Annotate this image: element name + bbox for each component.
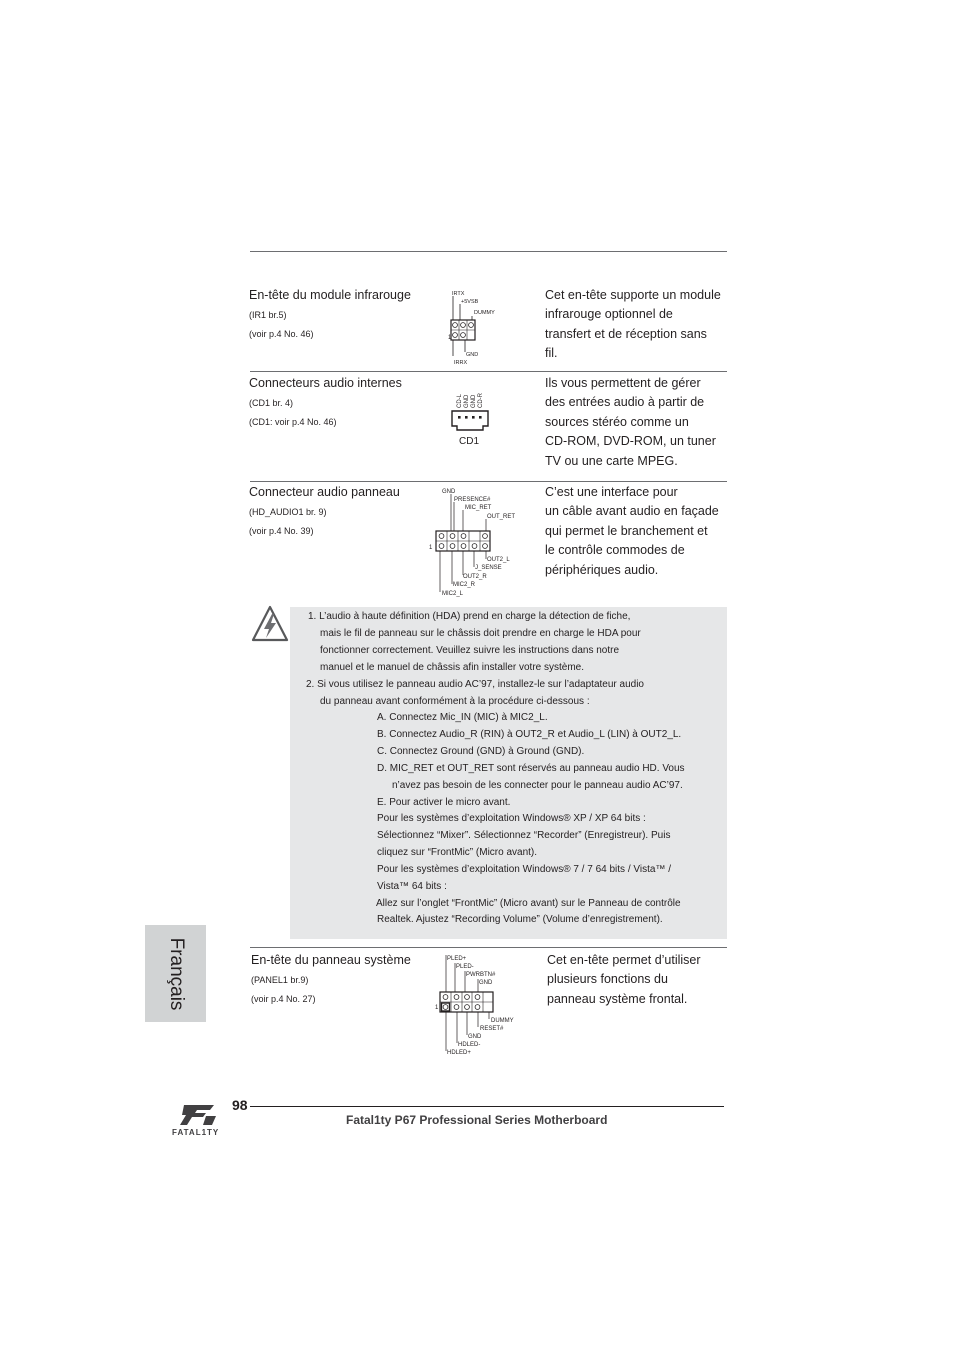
section-description: Cet en-tête supporte un module infrarouge optionnel de transfert et de réception sans fil. — [545, 288, 721, 361]
pin-label: GND — [468, 1034, 482, 1040]
language-tab — [145, 925, 206, 1022]
section-ref: (CD1 br. 4) — [249, 398, 294, 408]
pin-label: RESET# — [480, 1026, 504, 1032]
note-line: C. Connectez Ground (GND) à Ground (GND). — [377, 746, 585, 757]
pin-label: MIC_RET — [465, 505, 492, 511]
hd-audio-header-diagram — [426, 485, 526, 600]
section-divider — [250, 947, 727, 948]
pin-label: OUT_RET — [487, 514, 516, 520]
pin-label: 1 — [448, 335, 452, 341]
section-divider — [250, 481, 727, 482]
page-number: 98 — [232, 1097, 248, 1113]
pin-label: 1 — [429, 545, 433, 551]
pin-label: +5VSB — [461, 299, 479, 305]
note-line: n’avez pas besoin de les connecter pour le panneau audio AC’97. — [392, 780, 683, 791]
note-line: Pour les systèmes d’exploitation Windows® XP / XP 64 bits : — [377, 813, 646, 824]
pin-label: GND — [442, 489, 456, 495]
pin-label: OUT2_R — [463, 574, 487, 580]
section-ref: (HD_AUDIO1 br. 9) — [249, 507, 327, 517]
pin-label: PRESENCE# — [454, 497, 491, 503]
section-description: Ils vous permettent de gérer des entrées audio à partir de sources stéréo comme un CD-ROM, DVD-ROM, un tuner TV ou une carte MPEG. — [545, 376, 716, 468]
warning-icon — [250, 604, 290, 644]
note-line: manuel et le manuel de châssis afin installer votre système. — [320, 662, 585, 673]
pin-label: HDLED- — [458, 1042, 481, 1048]
pin-label: IRTX — [452, 291, 465, 297]
top-rule — [250, 251, 727, 252]
pin-label: CD-R — [478, 393, 484, 408]
note-line: Realtek. Ajustez “Recording Volume” (Volume d’enregistrement). — [377, 914, 663, 925]
section-ref: (PANEL1 br.9) — [251, 975, 309, 985]
section-title: En-tête du panneau système — [251, 953, 411, 967]
panel-header-diagram — [432, 952, 522, 1056]
logo-wordmark: FATAL1TY — [172, 1128, 220, 1137]
footer-rule — [250, 1106, 724, 1107]
note-line: D. MIC_RET et OUT_RET sont réservés au panneau audio HD. Vous — [377, 763, 685, 774]
note-line: Allez sur l’onglet “FrontMic” (Micro avant) sur le Panneau de contrôle — [376, 898, 681, 909]
note-line: du panneau avant conformément à la procédure ci-dessous : — [320, 696, 590, 707]
note-line: B. Connectez Audio_R (RIN) à OUT2_R et Audio_L (LIN) à OUT2_L. — [377, 729, 682, 740]
note-line: fonctionner correctement. Veuillez suivre les instructions dans notre — [320, 645, 620, 656]
section-title: Connecteur audio panneau — [249, 485, 400, 499]
section-title: Connecteurs audio internes — [249, 376, 402, 390]
pin-label: DUMMY — [474, 310, 495, 316]
note-line: Pour les systèmes d’exploitation Windows® 7 / 7 64 bits / Vista™ / — [377, 864, 671, 875]
note-line: Sélectionnez “Mixer”. Sélectionnez “Recorder” (Enregistreur). Puis — [377, 830, 671, 841]
pin-label: PWRBTN# — [466, 972, 496, 978]
note-line: E. Pour activer le micro avant. — [377, 797, 511, 808]
pin-label: MIC2_L — [442, 591, 464, 597]
footer-title: Fatal1ty P67 Professional Series Motherboard — [346, 1113, 608, 1127]
pin-label: PLED- — [456, 964, 474, 970]
note-line: A. Connectez Mic_IN (MIC) à MIC2_L. — [377, 712, 548, 723]
note-line: 1. L’audio à haute définition (HDA) prend en charge la détection de fiche, — [308, 611, 631, 622]
pin-label: GND — [479, 980, 493, 986]
section-page-ref: (CD1: voir p.4 No. 46) — [249, 417, 337, 427]
fatal1ty-logo-icon — [170, 1102, 230, 1128]
note-line: mais le fil de panneau sur le châssis doit prendre en charge le HDA pour — [320, 628, 641, 639]
ir-header-diagram — [440, 286, 520, 366]
section-divider — [250, 371, 727, 372]
pin-label: GND — [464, 394, 470, 408]
section-description: C’est une interface pour un câble avant audio en façade qui permet le branchement et le contrôle commodes de périphériques audio. — [545, 485, 719, 577]
cd-connector-diagram — [448, 380, 498, 450]
pin-label: 1 — [435, 1005, 439, 1011]
pin-label: J_SENSE — [475, 565, 502, 571]
language-tab-label: Français — [165, 937, 187, 1010]
pin-label: GND — [466, 352, 479, 358]
section-page-ref: (voir p.4 No. 39) — [249, 526, 314, 536]
pin-label: OUT2_L — [487, 557, 510, 563]
note-line: Vista™ 64 bits : — [377, 881, 447, 892]
pin-label: GND — [471, 394, 477, 408]
section-description: Cet en-tête permet d’utiliser plusieurs fonctions du panneau système frontal. — [547, 953, 701, 1006]
section-ref: (IR1 br.5) — [249, 310, 287, 320]
note-line: cliquez sur “FrontMic” (Micro avant). — [377, 847, 538, 858]
pin-label: MIC2_R — [453, 582, 476, 588]
fatal1ty-logo — [170, 1102, 230, 1142]
pin-label: PLED+ — [447, 956, 467, 962]
note-line: 2. Si vous utilisez le panneau audio AC’97, installez-le sur l’adaptateur audio — [306, 679, 644, 690]
pin-label: CD-L — [457, 393, 463, 408]
pin-label: IRRX — [454, 360, 468, 366]
section-page-ref: (voir p.4 No. 27) — [251, 994, 316, 1004]
section-page-ref: (voir p.4 No. 46) — [249, 329, 314, 339]
pin-label: HDLED+ — [447, 1050, 471, 1056]
section-title: En-tête du module infrarouge — [249, 288, 411, 302]
pin-label: DUMMY — [491, 1018, 514, 1024]
connector-label: CD1 — [459, 436, 480, 447]
